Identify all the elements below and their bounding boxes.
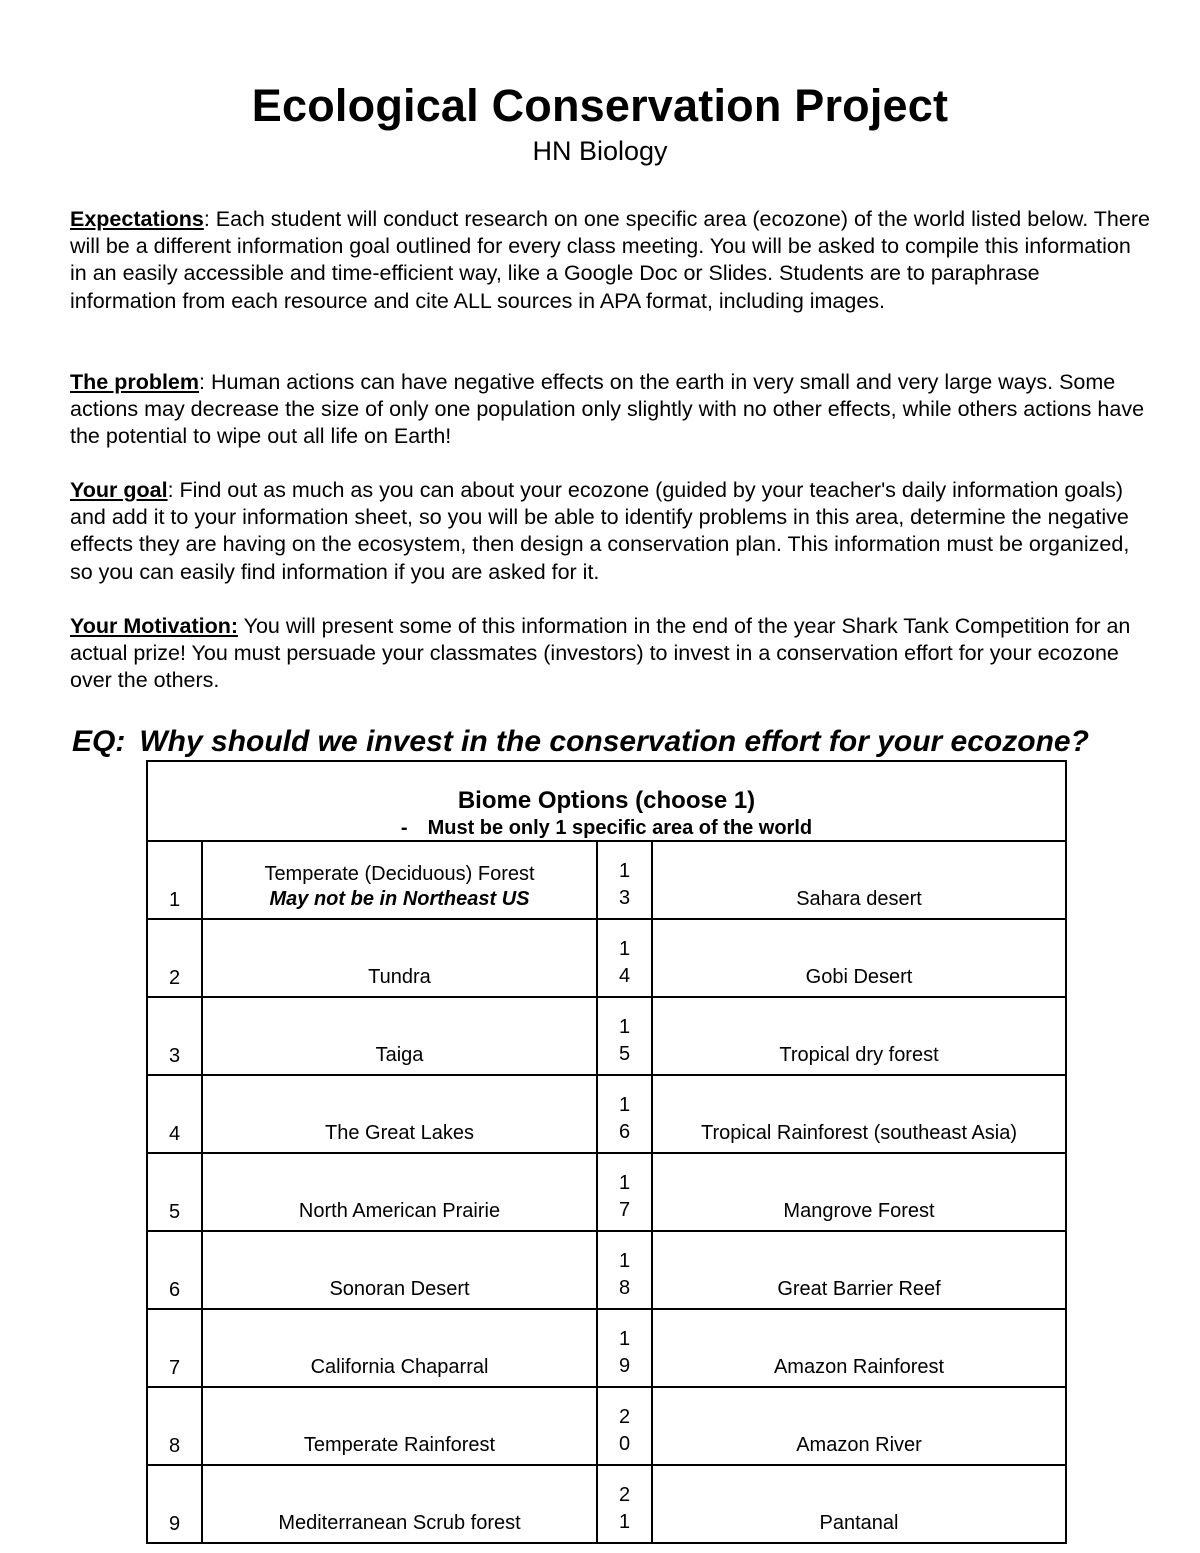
table-subtitle-dash: - (400, 817, 408, 839)
biome-option (202, 841, 597, 919)
table-title: Biome Options (choose 1) (457, 787, 756, 814)
biome-number (597, 1465, 652, 1543)
biome-number: 3 (147, 997, 202, 1075)
table-row (147, 919, 1066, 997)
table-subtitle-text: Must be only 1 specific area of the world (427, 817, 813, 839)
table-row (147, 1387, 1066, 1465)
biome-number-digit: 7 (618, 1199, 631, 1221)
biome-option: Temperate Rainforest (202, 1387, 597, 1465)
biome-number: 6 (147, 1231, 202, 1309)
biome-number (597, 1153, 652, 1231)
table-header-cell (147, 761, 1066, 841)
biome-option: North American Prairie (202, 1153, 597, 1231)
biome-option: Pantanal (652, 1465, 1066, 1543)
biome-number (597, 919, 652, 997)
motivation-text: You will present some of this information in the end of the year Shark Tank Competition for an actual prize! You must persuade your classmates (investors) to invest in a conservation effort for your ecozone over the others. (70, 614, 1131, 693)
biome-number (597, 997, 652, 1075)
biome-options-table (146, 760, 1067, 1544)
table-subtitle (148, 817, 1065, 840)
biome-number-digit: 1 (618, 1094, 631, 1116)
goal-text: : Find out as much as you can about your ecozone (guided by your teacher's daily information goals) and add it to your information sheet, so you will be able to identify problems in this area, determine the negative effects they are having on the ecosystem, then design a conservation plan. This information must be organized, so you can easily find information if you are asked for it. (70, 478, 1130, 584)
problem-label: The problem (70, 370, 200, 394)
eq-label: EQ: (72, 725, 126, 758)
biome-option: Mangrove Forest (652, 1153, 1066, 1231)
biome-number: 7 (147, 1309, 202, 1387)
biome-option: Sonoran Desert (202, 1231, 597, 1309)
table-row (147, 997, 1066, 1075)
biome-number (597, 1387, 652, 1465)
biome-number-digit: 1 (618, 938, 631, 960)
biome-number-digit: 9 (618, 1355, 631, 1377)
course-subtitle: HN Biology (532, 136, 668, 166)
biome-number-digit: 4 (618, 965, 631, 987)
biome-option: Gobi Desert (652, 919, 1066, 997)
biome-number-digit: 6 (618, 1121, 631, 1143)
biome-option: Taiga (202, 997, 597, 1075)
biome-option: California Chaparral (202, 1309, 597, 1387)
table-header-row (147, 761, 1066, 841)
biome-number-digit: 8 (618, 1277, 631, 1299)
biome-number-digit: 0 (618, 1433, 631, 1455)
biome-number (597, 1075, 652, 1153)
expectations-text: : Each student will conduct research on one specific area (ecozone) of the world listed below. There will be a different information goal outlined for every class meeting. You will be asked to compile this information in an easily accessible and time-efficient way, like a Google Doc or Slides. Students are to paraphrase information from each resource and cite ALL sources in APA format, including images. (70, 207, 1150, 313)
table-row (147, 1309, 1066, 1387)
motivation-label: Your Motivation: (70, 614, 239, 638)
biome-number-digit: 2 (618, 1484, 631, 1506)
biome-number (597, 1309, 652, 1387)
biome-number-digit: 5 (618, 1043, 631, 1065)
motivation-paragraph (70, 613, 1150, 695)
eq-question: Why should we invest in the conservation effort for your ecozone? (139, 725, 1089, 758)
biome-number: 1 (147, 841, 202, 919)
essential-question (72, 725, 1089, 759)
biome-number-digit: 1 (618, 1016, 631, 1038)
table-row (147, 841, 1066, 919)
biome-option: Sahara desert (652, 841, 1066, 919)
expectations-label: Expectations (70, 207, 204, 231)
biome-note: May not be in Northeast US (269, 888, 530, 910)
table-row (147, 1153, 1066, 1231)
biome-option: Tropical Rainforest (southeast Asia) (652, 1075, 1066, 1153)
goal-paragraph (70, 477, 1150, 586)
biome-number: 2 (147, 919, 202, 997)
biome-number-digit: 2 (618, 1406, 631, 1428)
biome-number: 4 (147, 1075, 202, 1153)
biome-number-digit: 1 (618, 860, 631, 882)
biome-option: Tundra (202, 919, 597, 997)
biome-number-digit: 1 (618, 1328, 631, 1350)
page-title: Ecological Conservation Project (251, 80, 949, 131)
biome-number (597, 841, 652, 919)
biome-name: Temperate (Deciduous) Forest (264, 863, 535, 885)
expectations-paragraph (70, 206, 1150, 315)
biome-number: 5 (147, 1153, 202, 1231)
table-row (147, 1231, 1066, 1309)
table-row (147, 1465, 1066, 1543)
problem-paragraph (70, 369, 1150, 451)
biome-option: Amazon Rainforest (652, 1309, 1066, 1387)
biome-option: Amazon River (652, 1387, 1066, 1465)
goal-label: Your goal (70, 478, 168, 502)
biome-number: 9 (147, 1465, 202, 1543)
biome-number-digit: 1 (618, 1250, 631, 1272)
problem-text: : Human actions can have negative effects on the earth in very small and very large ways. Some actions may decrease the size of only one population only slightly with no other effects, while others actions have the potential to wipe out all life on Earth! (70, 370, 1145, 449)
biome-number: 8 (147, 1387, 202, 1465)
biome-option: Tropical dry forest (652, 997, 1066, 1075)
biome-option: Mediterranean Scrub forest (202, 1465, 597, 1543)
biome-option: The Great Lakes (202, 1075, 597, 1153)
biome-number-digit: 3 (618, 887, 631, 909)
biome-number-digit: 1 (618, 1172, 631, 1194)
table-row (147, 1075, 1066, 1153)
biome-option: Great Barrier Reef (652, 1231, 1066, 1309)
biome-number-digit: 1 (618, 1511, 631, 1533)
biome-number (597, 1231, 652, 1309)
